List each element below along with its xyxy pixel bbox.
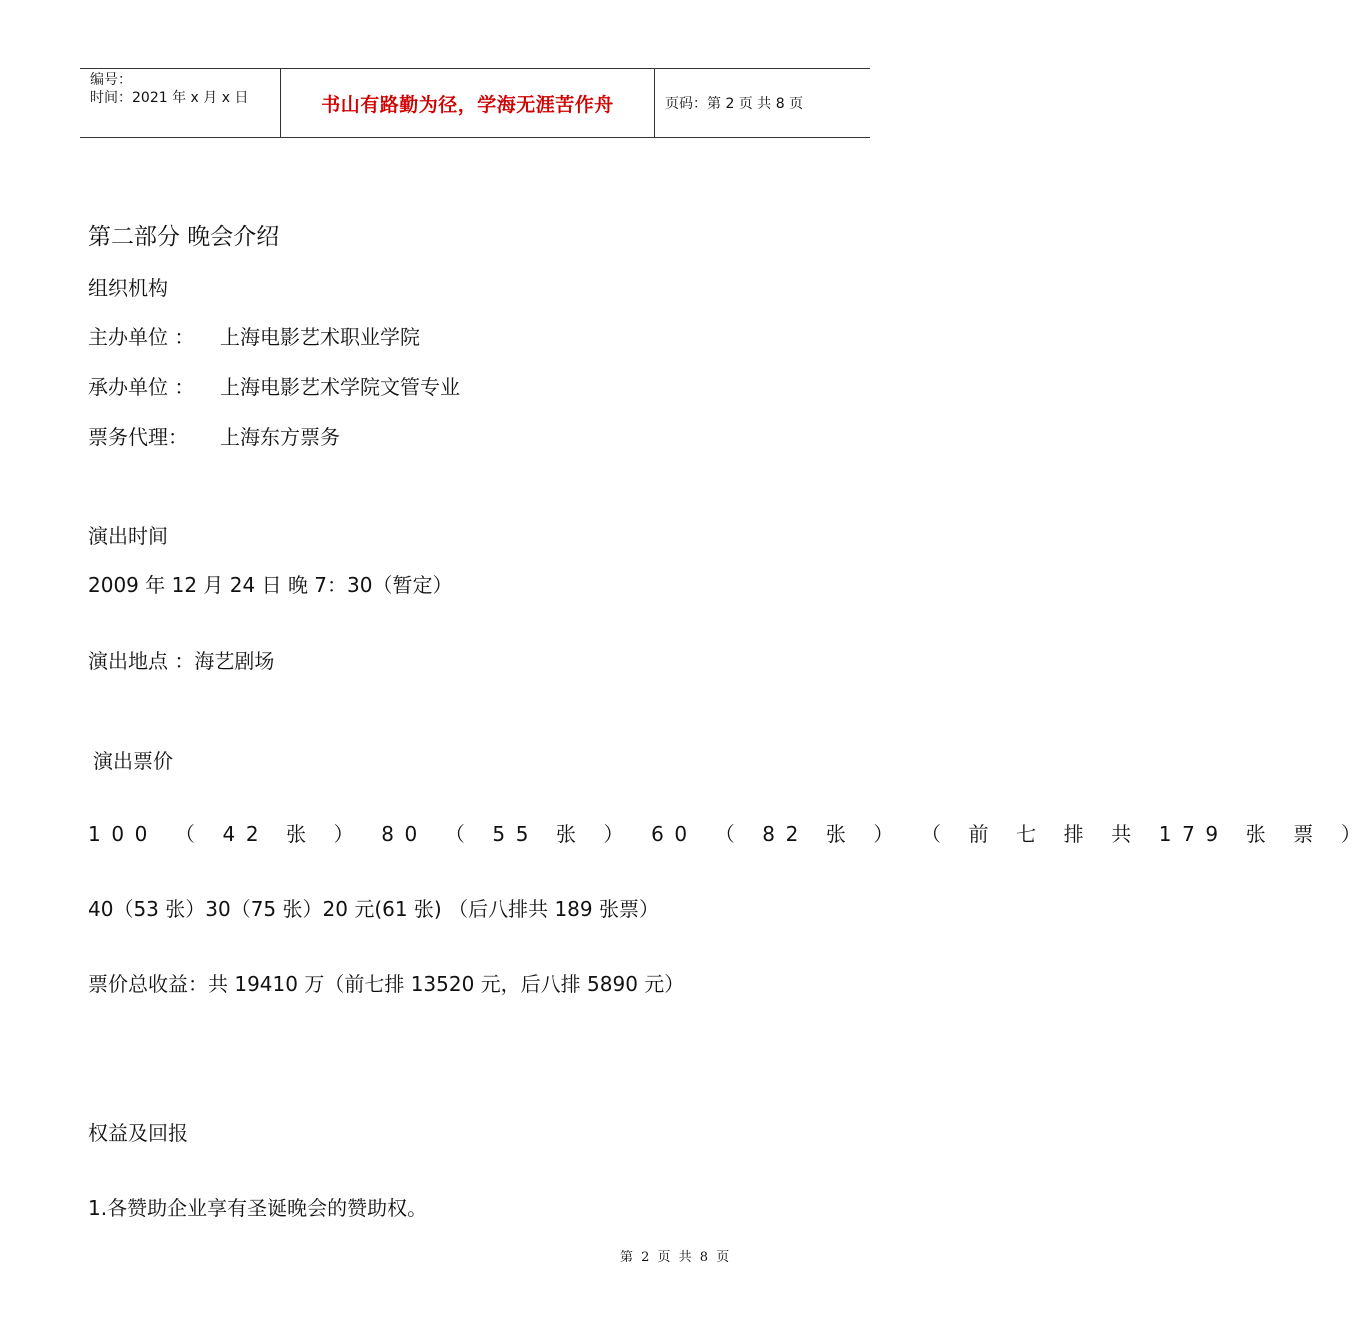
host-value: 上海电影艺术职业学院	[220, 325, 420, 349]
price-line-1: 100 （ 42 张 ） 80 （ 55 张 ） 60 （ 82 张 ） （ 前 七 排 共 179 张 票 ）	[88, 822, 1371, 846]
benefits-heading: 权益及回报	[88, 1121, 188, 1145]
header-number-label: 编号：	[90, 72, 132, 88]
venue: 演出地点 ：海艺剧场	[88, 649, 275, 673]
revenue: 票价总收益：共 19410 万（前七排 13520 元，后八排 5890 元）	[88, 972, 685, 996]
page-footer: 第 2 页 共 8 页	[620, 1250, 732, 1265]
header-motto: 书山有路勤为径，学海无涯苦作舟	[281, 69, 655, 137]
time-value: 2009 年 12 月 24 日 晚 7：30（暂定）	[88, 573, 453, 597]
ticket-agent-row	[88, 421, 340, 450]
ticket-agent-value: 上海东方票务	[220, 425, 340, 449]
section-title: 第二部分 晚会介绍	[88, 224, 280, 250]
org-heading: 组织机构	[88, 276, 168, 300]
time-heading: 演出时间	[88, 524, 168, 548]
page-header	[80, 68, 870, 138]
organizer-row	[88, 371, 460, 400]
host-label: 主办单位 ：	[88, 325, 195, 349]
header-time-label: 时间：2021 年 x 月 x 日	[90, 90, 249, 106]
price-heading: 演出票价	[93, 749, 173, 773]
header-meta	[80, 69, 281, 137]
header-page-info: 页码：第 2 页 共 8 页	[665, 96, 804, 112]
benefit-item-1: 1.各赞助企业享有圣诞晚会的赞助权。	[88, 1196, 428, 1220]
organizer-label: 承办单位 ：	[88, 375, 195, 399]
organizer-value: 上海电影艺术学院文管专业	[220, 375, 460, 399]
ticket-agent-label: 票务代理：	[88, 425, 188, 449]
host-row	[88, 321, 420, 350]
price-line-2: 40（53 张）30（75 张）20 元(61 张) （后八排共 189 张票）	[88, 897, 659, 921]
